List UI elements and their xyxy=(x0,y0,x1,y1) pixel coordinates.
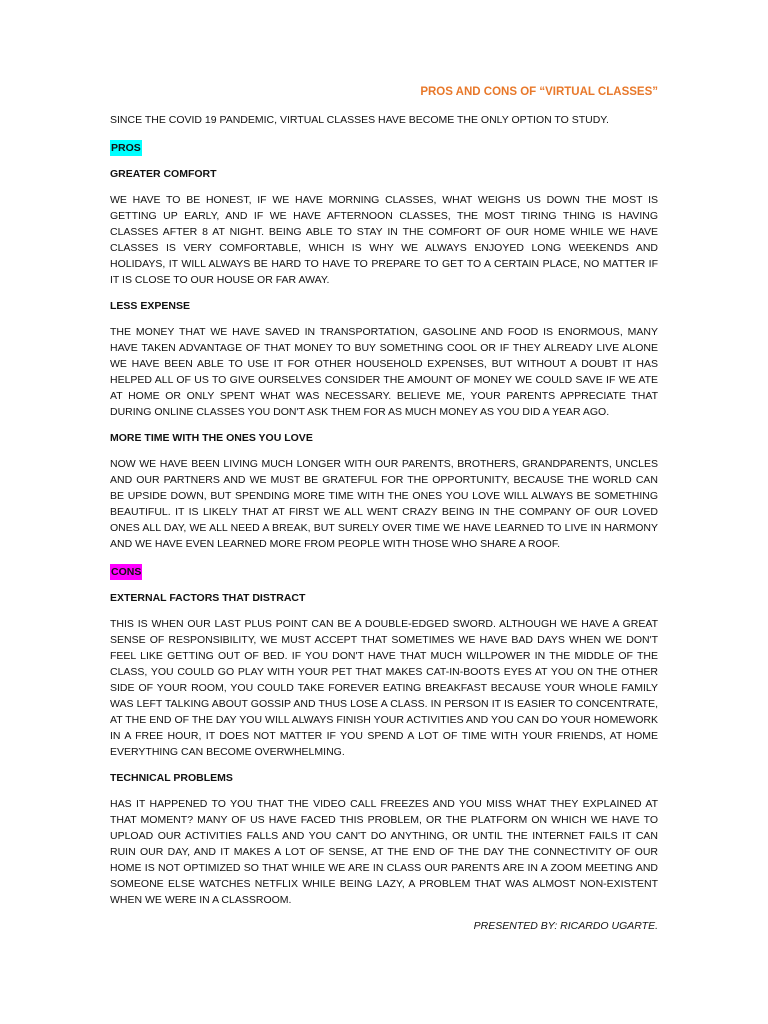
section-heading: MORE TIME WITH THE ONES YOU LOVE xyxy=(110,432,313,444)
document-page xyxy=(110,84,658,934)
section-heading: TECHNICAL PROBLEMS xyxy=(110,772,233,784)
section-paragraph: WE HAVE TO BE HONEST, IF WE HAVE MORNING CLASSES, WHAT WEIGHS US DOWN THE MOST IS GETTING UP EARLY, AND IF WE HAVE AFTERNOON CLASSES, THE MOST TIRING THING IS HAVING CLASSES AFTER 8 AT NIGHT. BEING ABLE TO STAY IN THE COMFORT OF OUR HOME WHILE WE HAVE CLASSES IS VERY COMFORTABLE, WHICH IS WHY WE ALWAYS ENJOYED LONG WEEKENDS AND HOLIDAYS, IT WILL ALWAYS BE HARD TO HAVE TO PREPARE TO GET TO A CERTAIN PLACE, NO MATTER IF IT IS CLOSE TO OUR HOUSE OR FAR AWAY. xyxy=(110,194,658,286)
section-paragraph: THE MONEY THAT WE HAVE SAVED IN TRANSPORTATION, GASOLINE AND FOOD IS ENORMOUS, MANY HAVE TAKEN ADVANTAGE OF THAT MONEY TO BUY SOMETHING COOL OR IF THEY ALREADY LIVE ALONE WE HAVE BEEN ABLE TO USE IT FOR OTHER HOUSEHOLD EXPENSES, BUT WITHOUT A DOUBT IT HAS HELPED ALL OF US TO GIVE OURSELVES CONSIDER THE AMOUNT OF MONEY WE COULD SAVE IF WE ATE AT HOME OR ONLY SPENT WHAT WAS NECESSARY. BELIEVE ME, YOUR PARENTS APPRECIATE THAT DURING ONLINE CLASSES YOU DON'T ASK THEM FOR AS MUCH MONEY AS YOU DID A YEAR AGO. xyxy=(110,326,658,418)
section-heading: GREATER COMFORT xyxy=(110,168,217,180)
presented-by: PRESENTED BY: RICARDO UGARTE. xyxy=(473,920,658,932)
cons-label: CONS xyxy=(111,566,142,578)
section-heading: LESS EXPENSE xyxy=(110,300,190,312)
section-paragraph: HAS IT HAPPENED TO YOU THAT THE VIDEO CALL FREEZES AND YOU MISS WHAT THEY EXPLAINED AT THAT MOMENT? MANY OF US HAVE FACED THIS PROBLEM, OR THE PLATFORM ON WHICH WE HAVE TO UPLOAD OUR ACTIVITIES FALLS AND YOU CAN'T DO ANYTHING, OR UNTIL THE INTERNET FAILS IT CAN RUIN OUR DAY, AND IT MAKES A LOT OF SENSE, AT THE END OF THE DAY THE CONNECTIVITY OF OUR HOME IS NOT OPTIMIZED SO THAT WHILE WE ARE IN CLASS OUR PARENTS ARE IN A ZOOM MEETING AND SOMEONE ELSE WATCHES NETFLIX WHILE BEING LAZY, A PROBLEM THAT WAS ALMOST NON-EXISTENT WHEN WE WERE IN A CLASSROOM. xyxy=(110,798,658,906)
cons-section xyxy=(110,590,658,908)
section-paragraph: THIS IS WHEN OUR LAST PLUS POINT CAN BE A DOUBLE-EDGED SWORD. ALTHOUGH WE HAVE A GREAT SENSE OF RESPONSIBILITY, WE MUST ACCEPT THAT SOMETIMES WE HAVE BAD DAYS WHEN WE DON'T FEEL LIKE GETTING OUT OF BED. IF YOU DON'T HAVE THAT MUCH WILLPOWER IN THE MIDDLE OF THE CLASS, YOU COULD GO PLAY WITH YOUR PET THAT MAKES CAT-IN-BOOTS EYES AT YOU ON THE OTHER SIDE OF YOUR ROOM, YOU COULD TAKE FOREVER EATING BREAKFAST BECAUSE YOUR WHOLE FAMILY WAS LEFT TALKING ABOUT GOSSIP AND THUS LOSE A CLASS. IN PERSON IT IS EASIER TO CONCENTRATE, AT THE END OF THE DAY YOU WILL ALWAYS FINISH YOUR ACTIVITIES AND YOU CAN DO YOUR HOMEWORK IN A FREE HOUR, IT DOES NOT MATTER IF YOU SPEND A LOT OF TIME WITH YOUR FRIENDS, AT HOME EVERYTHING CAN BECOME OVERWHELMING. xyxy=(110,618,658,758)
pros-label: PROS xyxy=(111,142,141,154)
section-paragraph: NOW WE HAVE BEEN LIVING MUCH LONGER WITH OUR PARENTS, BROTHERS, GRANDPARENTS, UNCLES AND OUR PARTNERS AND WE MUST BE GRATEFUL FOR THE OPPORTUNITY, BECAUSE THE WORLD CAN BE UPSIDE DOWN, BUT SPENDING MORE TIME WITH THE ONES YOU LOVE WILL ALWAYS BE SOMETHING BEAUTIFUL. IT IS LIKELY THAT AT FIRST WE ALL WENT CRAZY BEING IN THE COMPANY OF OUR LOVED ONES ALL DAY, WE ALL NEED A BREAK, BUT SURELY OVER TIME WE HAVE LEARNED TO LIVE IN HARMONY AND WE HAVE EVEN LEARNED MORE FROM PEOPLE WITH THOSE WHO SHARE A ROOF. xyxy=(110,458,658,550)
section-heading: EXTERNAL FACTORS THAT DISTRACT xyxy=(110,592,306,604)
document-title: PROS AND CONS OF “VIRTUAL CLASSES” xyxy=(420,86,658,98)
intro-paragraph: SINCE THE COVID 19 PANDEMIC, VIRTUAL CLASSES HAVE BECOME THE ONLY OPTION TO STUDY. xyxy=(110,114,609,126)
pros-section xyxy=(110,166,658,552)
